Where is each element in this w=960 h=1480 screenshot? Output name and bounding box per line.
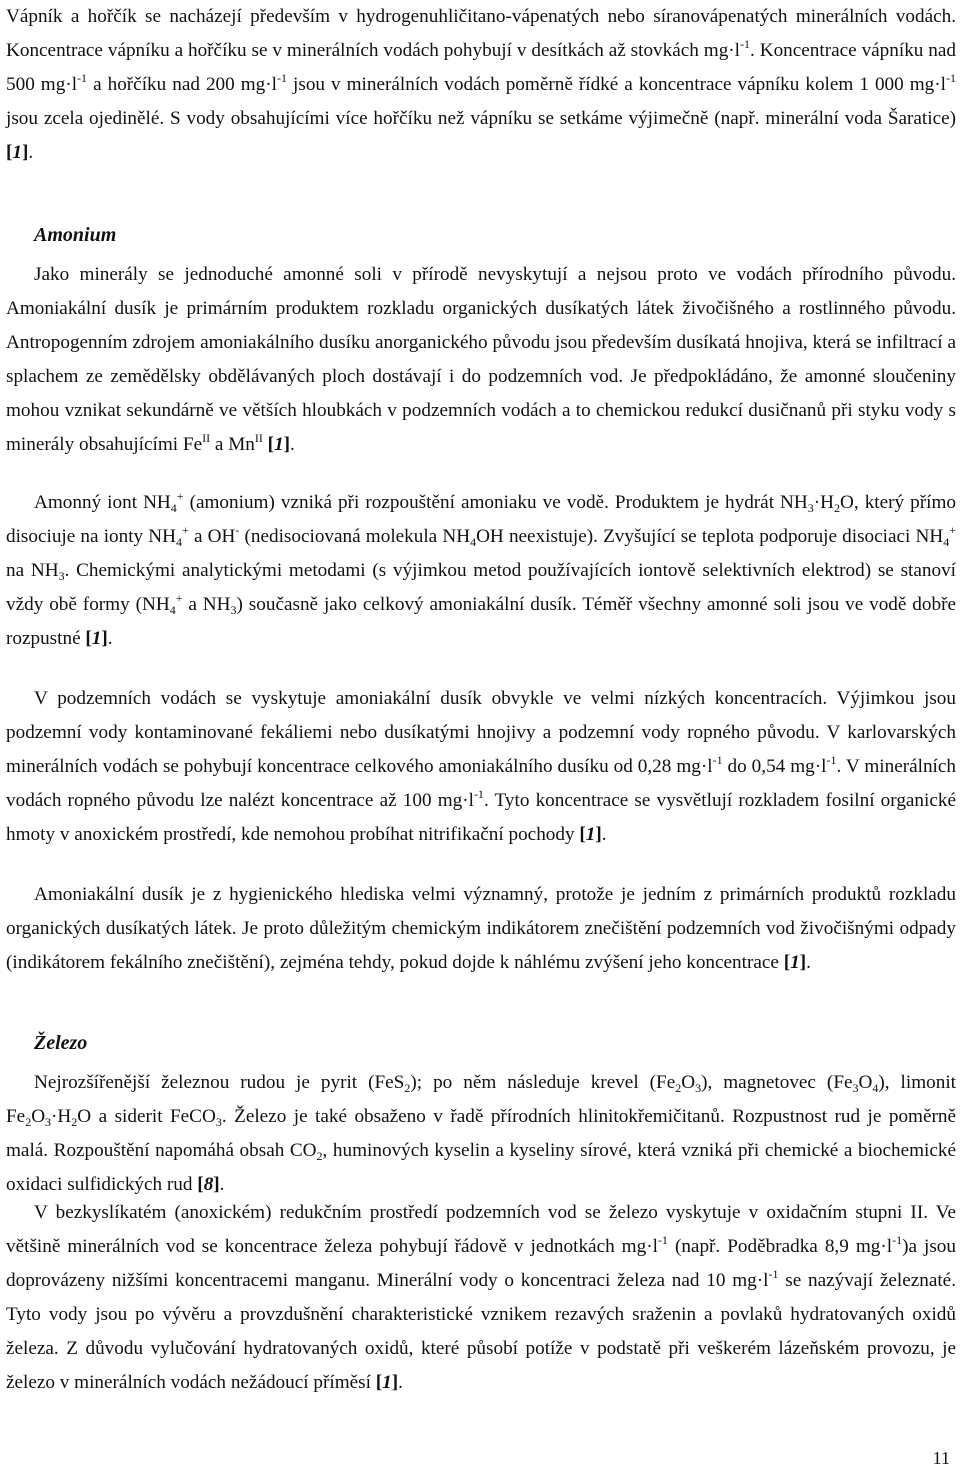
paragraph-iron-groundwater: V bezkyslíkatém (anoxickém) redukčním prostředí podzemních vod se železo vyskytuje v oxidačním stupni II. Ve většině minerálních vod se koncentrace železa pohybují řádově v jednotkách $mg\cdot l^{-1}$ (např. Poděbradka 8,9 $mg\cdot l^{-1})a$ jsou doprovázeny nižšími koncentracemi manganu. Minerální vody o koncentraci železa nad 10 $mg\cdot l^{-1}$ se nazývají železnaté. Tyto vody jsou po vývěru a provzdušnění charakteristické vznikem rezavých sraženin a povlaků hydratovaných oxidů železa. Z důvodu vylučování hydratovaných oxidů, které působí potíže v podstatě při veškerém lázeňském provozu, je železo v minerálních vodách nežádoucí příměsí [1]. [6,1202,956,1393]
paragraph-ammonium-hygiene: Amoniakální dusík je z hygienického hlediska velmi významný, protože je jedním z primárních produktů rozkladu organických dusíkatých látek. Je proto důležitým chemickým indikátorem znečištění podzemních vod živočišnými odpady (indikátorem fekálního znečištění), zejména tehdy, pokud dojde k náhlému zvýšení jeho koncentrace [1]. [6,884,956,973]
heading-amonium: Amonium [34,224,117,246]
paragraph-iron-ores: Nejrozšířenější železnou rudou je pyrit (FeS$_2$); po něm následuje krevel $(Fe_2O_3)$, magnetovec $(Fe_3O_4)$, limonit $Fe_2O_3\cdot H_2O$ a siderit FeCO$_3$. Železo je také obsaženo v řadě přírodních hlinitokřemičitanů. Rozpustnost rud je poměrně malá. Rozpouštění napomáhá obsah $CO_2$, huminových kyselin a kyseliny sírové, která vzniká při chemické a biochemické oxidaci sulfidických rud [8]. [6,1072,957,1195]
paragraph-calcium-magnesium: Vápník a hořčík se nacházejí především v hydrogenuhličitano-vápenatých nebo síranovápenatých minerálních vodách. Koncentrace vápníku a hořčíku se v minerálních vodách pohybují v desítkách až stovkách $mg\cdot l^{-1}$. Koncentrace vápníku nad 500 $mg\cdot l^{-1}$ a hořčíku nad 200 $mg\cdot l^{-1}$ jsou v minerálních vodách poměrně řídké a koncentrace vápníku kolem 1 000 $mg\cdot l^{-1}$ jsou zcela ojedinělé. S vody obsahujícími více hořčíku než vápníku se setkáme výjimečně (např. minerální voda Šaratice) [1]. [6,6,957,163]
page-number: 11 [932,1448,950,1468]
heading-zelezo: Železo [34,1032,88,1054]
paragraph-ammonium-origin: Jako minerály se jednoduché amonné soli v přírodě nevyskytují a nejsou proto ve vodách přírodního původu. Amoniakální dusík je primárním produktem rozkladu organických dusíkatých látek živočišného a rostlinného původu. Antropogenním zdrojem amoniakálního dusíku anorganického původu jsou především dusíkatá hnojiva, která se infiltrací a splachem ze zemědělsky obdělávaných ploch dostávají i do podzemních vod. Je předpokládáno, že amonné sloučeniny mohou vznikat sekundárně ve větších hloubkách v podzemních vodách a to chemickou redukcí dusičnanů při styku vody s minerály obsahujícími $Fe^{II}$ a $Mn^{II}$ [1]. [6,264,956,455]
paragraph-ammonium-groundwater: V podzemních vodách se vyskytuje amoniakální dusík obvykle ve velmi nízkých koncentracích. Výjimkou jsou podzemní vody kontaminované fekáliemi nebo dusíkatými hnojivy a podzemní vody ropného původu. V karlovarských minerálních vodách se pohybují koncentrace celkového amoniakálního dusíku od 0,28 $mg\cdot l^{-1}$ do 0,54 $mg\cdot l^{-1}$. V minerálních vodách ropného původu lze nalézt koncentrace až 100 $mg\cdot l^{-1}$. Tyto koncentrace se vysvětlují rozkladem fosilní organické hmoty v anoxickém prostředí, kde nemohou probíhat nitrifikační pochody [1]. [6,688,956,845]
paragraph-ammonium-ion: Amonný iont $NH_4^+$ (amonium) vzniká při rozpouštění amoniaku ve vodě. Produktem je hydrát $NH_3\cdot H_2O$, který přímo disociuje na ionty $NH_4^+$ a OH- (nedisociovaná molekula $NH_4OH$ neexistuje). Zvyšující se teplota podporuje disociaci $NH_4^+$ na $NH_3$. Chemickými analytickými metodami (s výjimkou metod používajících iontově selektivních elektrod) se stanoví vždy obě formy ($NH_4^+$ a $NH_3$) současně jako celkový amoniakální dusík. Téměř všechny amonné soli jsou ve vodě dobře rozpustné [1]. [6,489,957,649]
